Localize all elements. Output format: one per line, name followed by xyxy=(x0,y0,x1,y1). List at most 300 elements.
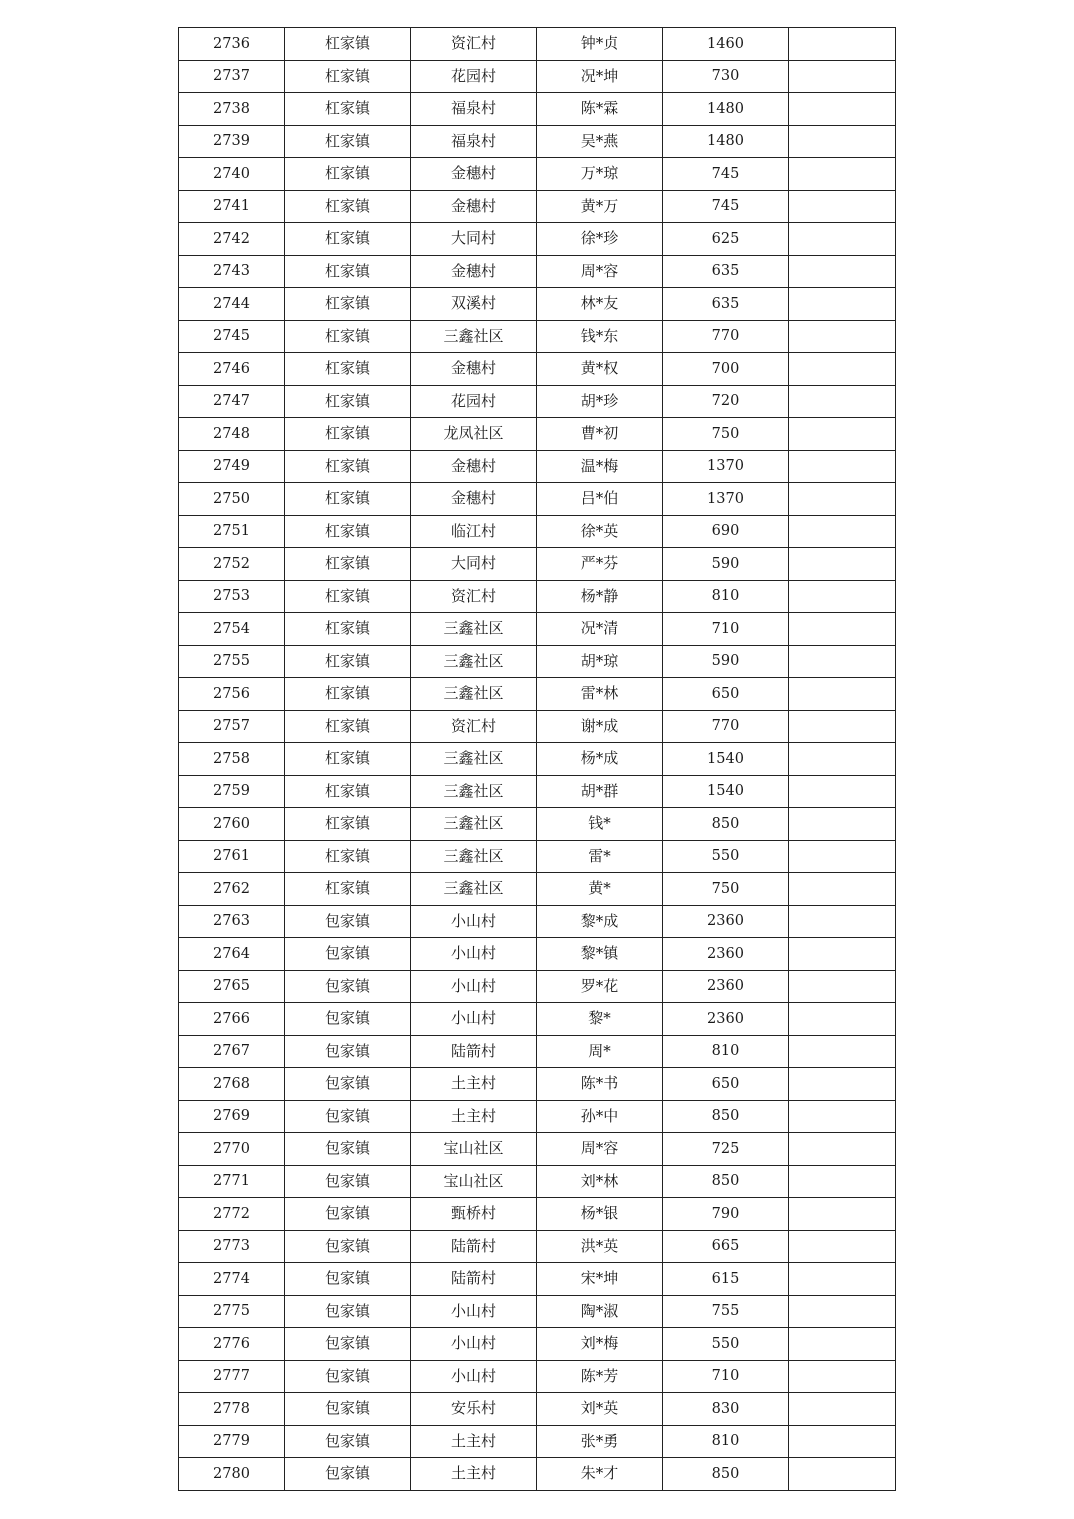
row-number-cell: 2747 xyxy=(179,385,285,418)
name-cell: 陈*霖 xyxy=(537,93,663,126)
table-row xyxy=(179,1035,896,1068)
amount-cell: 615 xyxy=(663,1263,789,1296)
note-cell xyxy=(789,418,896,451)
row-number-cell: 2757 xyxy=(179,710,285,743)
row-number-cell: 2753 xyxy=(179,580,285,613)
row-number-cell: 2760 xyxy=(179,808,285,841)
village-cell: 金穗村 xyxy=(411,190,537,223)
name-cell: 张*勇 xyxy=(537,1425,663,1458)
table-row xyxy=(179,1165,896,1198)
name-cell: 林*友 xyxy=(537,288,663,321)
village-cell: 花园村 xyxy=(411,60,537,93)
row-number-cell: 2766 xyxy=(179,1003,285,1036)
note-cell xyxy=(789,60,896,93)
row-number-cell: 2750 xyxy=(179,483,285,516)
town-cell: 包家镇 xyxy=(285,1458,411,1491)
amount-cell: 1460 xyxy=(663,28,789,61)
amount-cell: 665 xyxy=(663,1230,789,1263)
note-cell xyxy=(789,1003,896,1036)
row-number-cell: 2762 xyxy=(179,873,285,906)
village-cell: 金穗村 xyxy=(411,158,537,191)
town-cell: 包家镇 xyxy=(285,938,411,971)
note-cell xyxy=(789,125,896,158)
name-cell: 况*坤 xyxy=(537,60,663,93)
table-row xyxy=(179,320,896,353)
town-cell: 杠家镇 xyxy=(285,288,411,321)
town-cell: 杠家镇 xyxy=(285,223,411,256)
name-cell: 黎* xyxy=(537,1003,663,1036)
table-row xyxy=(179,450,896,483)
row-number-cell: 2773 xyxy=(179,1230,285,1263)
amount-cell: 730 xyxy=(663,60,789,93)
village-cell: 小山村 xyxy=(411,1360,537,1393)
amount-cell: 755 xyxy=(663,1295,789,1328)
table-row xyxy=(179,710,896,743)
note-cell xyxy=(789,93,896,126)
name-cell: 徐*英 xyxy=(537,515,663,548)
table-row xyxy=(179,1328,896,1361)
amount-cell: 690 xyxy=(663,515,789,548)
name-cell: 周*容 xyxy=(537,255,663,288)
table-row xyxy=(179,938,896,971)
table-row xyxy=(179,255,896,288)
row-number-cell: 2738 xyxy=(179,93,285,126)
town-cell: 包家镇 xyxy=(285,1003,411,1036)
amount-cell: 745 xyxy=(663,158,789,191)
note-cell xyxy=(789,580,896,613)
town-cell: 包家镇 xyxy=(285,1230,411,1263)
name-cell: 黎*成 xyxy=(537,905,663,938)
village-cell: 三鑫社区 xyxy=(411,678,537,711)
row-number-cell: 2764 xyxy=(179,938,285,971)
name-cell: 雷*林 xyxy=(537,678,663,711)
amount-cell: 550 xyxy=(663,840,789,873)
town-cell: 杠家镇 xyxy=(285,353,411,386)
town-cell: 杠家镇 xyxy=(285,873,411,906)
village-cell: 三鑫社区 xyxy=(411,613,537,646)
note-cell xyxy=(789,255,896,288)
row-number-cell: 2769 xyxy=(179,1100,285,1133)
town-cell: 包家镇 xyxy=(285,1425,411,1458)
town-cell: 杠家镇 xyxy=(285,613,411,646)
note-cell xyxy=(789,1100,896,1133)
table-row xyxy=(179,645,896,678)
town-cell: 包家镇 xyxy=(285,905,411,938)
note-cell xyxy=(789,970,896,1003)
village-cell: 临江村 xyxy=(411,515,537,548)
name-cell: 陈*芳 xyxy=(537,1360,663,1393)
name-cell: 谢*成 xyxy=(537,710,663,743)
name-cell: 陈*书 xyxy=(537,1068,663,1101)
amount-cell: 635 xyxy=(663,288,789,321)
row-number-cell: 2758 xyxy=(179,743,285,776)
name-cell: 黎*镇 xyxy=(537,938,663,971)
amount-cell: 750 xyxy=(663,418,789,451)
amount-cell: 635 xyxy=(663,255,789,288)
row-number-cell: 2772 xyxy=(179,1198,285,1231)
amount-cell: 1370 xyxy=(663,450,789,483)
note-cell xyxy=(789,1393,896,1426)
name-cell: 周*容 xyxy=(537,1133,663,1166)
name-cell: 刘*梅 xyxy=(537,1328,663,1361)
table-body xyxy=(179,28,896,1491)
amount-cell: 625 xyxy=(663,223,789,256)
row-number-cell: 2780 xyxy=(179,1458,285,1491)
amount-cell: 810 xyxy=(663,1035,789,1068)
row-number-cell: 2759 xyxy=(179,775,285,808)
row-number-cell: 2739 xyxy=(179,125,285,158)
town-cell: 包家镇 xyxy=(285,970,411,1003)
amount-cell: 650 xyxy=(663,678,789,711)
note-cell xyxy=(789,840,896,873)
table-row xyxy=(179,1425,896,1458)
name-cell: 罗*花 xyxy=(537,970,663,1003)
town-cell: 杠家镇 xyxy=(285,580,411,613)
row-number-cell: 2776 xyxy=(179,1328,285,1361)
row-number-cell: 2737 xyxy=(179,60,285,93)
row-number-cell: 2748 xyxy=(179,418,285,451)
row-number-cell: 2744 xyxy=(179,288,285,321)
row-number-cell: 2751 xyxy=(179,515,285,548)
amount-cell: 850 xyxy=(663,1165,789,1198)
name-cell: 杨*静 xyxy=(537,580,663,613)
name-cell: 刘*英 xyxy=(537,1393,663,1426)
note-cell xyxy=(789,1263,896,1296)
note-cell xyxy=(789,1035,896,1068)
town-cell: 包家镇 xyxy=(285,1328,411,1361)
note-cell xyxy=(789,28,896,61)
table-row xyxy=(179,1393,896,1426)
note-cell xyxy=(789,1328,896,1361)
amount-cell: 1540 xyxy=(663,775,789,808)
note-cell xyxy=(789,288,896,321)
table-row xyxy=(179,1295,896,1328)
amount-cell: 710 xyxy=(663,1360,789,1393)
row-number-cell: 2741 xyxy=(179,190,285,223)
amount-cell: 850 xyxy=(663,1458,789,1491)
village-cell: 三鑫社区 xyxy=(411,743,537,776)
note-cell xyxy=(789,483,896,516)
table-row xyxy=(179,873,896,906)
row-number-cell: 2771 xyxy=(179,1165,285,1198)
amount-cell: 1370 xyxy=(663,483,789,516)
town-cell: 杠家镇 xyxy=(285,93,411,126)
amount-cell: 770 xyxy=(663,710,789,743)
table-row xyxy=(179,190,896,223)
table-row xyxy=(179,905,896,938)
row-number-cell: 2775 xyxy=(179,1295,285,1328)
town-cell: 杠家镇 xyxy=(285,190,411,223)
note-cell xyxy=(789,223,896,256)
town-cell: 杠家镇 xyxy=(285,483,411,516)
amount-cell: 1540 xyxy=(663,743,789,776)
amount-cell: 2360 xyxy=(663,905,789,938)
amount-cell: 810 xyxy=(663,580,789,613)
village-cell: 金穗村 xyxy=(411,483,537,516)
town-cell: 杠家镇 xyxy=(285,320,411,353)
town-cell: 杠家镇 xyxy=(285,125,411,158)
table-row xyxy=(179,385,896,418)
amount-cell: 720 xyxy=(663,385,789,418)
name-cell: 杨*银 xyxy=(537,1198,663,1231)
row-number-cell: 2767 xyxy=(179,1035,285,1068)
name-cell: 曹*初 xyxy=(537,418,663,451)
village-cell: 陆箭村 xyxy=(411,1263,537,1296)
row-number-cell: 2777 xyxy=(179,1360,285,1393)
table-row xyxy=(179,580,896,613)
town-cell: 杠家镇 xyxy=(285,450,411,483)
village-cell: 双溪村 xyxy=(411,288,537,321)
town-cell: 杠家镇 xyxy=(285,710,411,743)
name-cell: 钱* xyxy=(537,808,663,841)
town-cell: 包家镇 xyxy=(285,1165,411,1198)
row-number-cell: 2768 xyxy=(179,1068,285,1101)
table-row xyxy=(179,1003,896,1036)
amount-cell: 590 xyxy=(663,548,789,581)
note-cell xyxy=(789,1425,896,1458)
name-cell: 万*琼 xyxy=(537,158,663,191)
note-cell xyxy=(789,1198,896,1231)
village-cell: 资汇村 xyxy=(411,580,537,613)
table-row xyxy=(179,158,896,191)
amount-cell: 750 xyxy=(663,873,789,906)
row-number-cell: 2763 xyxy=(179,905,285,938)
town-cell: 包家镇 xyxy=(285,1035,411,1068)
village-cell: 安乐村 xyxy=(411,1393,537,1426)
town-cell: 包家镇 xyxy=(285,1360,411,1393)
table-row xyxy=(179,970,896,1003)
amount-cell: 770 xyxy=(663,320,789,353)
row-number-cell: 2745 xyxy=(179,320,285,353)
note-cell xyxy=(789,938,896,971)
table-row xyxy=(179,1198,896,1231)
village-cell: 三鑫社区 xyxy=(411,775,537,808)
note-cell xyxy=(789,320,896,353)
note-cell xyxy=(789,385,896,418)
amount-cell: 590 xyxy=(663,645,789,678)
town-cell: 杠家镇 xyxy=(285,743,411,776)
note-cell xyxy=(789,1133,896,1166)
village-cell: 三鑫社区 xyxy=(411,808,537,841)
name-cell: 吴*燕 xyxy=(537,125,663,158)
amount-cell: 550 xyxy=(663,1328,789,1361)
amount-cell: 2360 xyxy=(663,970,789,1003)
note-cell xyxy=(789,743,896,776)
row-number-cell: 2765 xyxy=(179,970,285,1003)
data-table xyxy=(178,27,896,1491)
name-cell: 黄* xyxy=(537,873,663,906)
name-cell: 胡*珍 xyxy=(537,385,663,418)
note-cell xyxy=(789,1458,896,1491)
village-cell: 陆箭村 xyxy=(411,1035,537,1068)
row-number-cell: 2749 xyxy=(179,450,285,483)
table-row xyxy=(179,93,896,126)
village-cell: 三鑫社区 xyxy=(411,873,537,906)
amount-cell: 1480 xyxy=(663,125,789,158)
table-row xyxy=(179,1133,896,1166)
village-cell: 土主村 xyxy=(411,1100,537,1133)
row-number-cell: 2752 xyxy=(179,548,285,581)
row-number-cell: 2770 xyxy=(179,1133,285,1166)
town-cell: 杠家镇 xyxy=(285,418,411,451)
amount-cell: 700 xyxy=(663,353,789,386)
table-row xyxy=(179,1263,896,1296)
village-cell: 大同村 xyxy=(411,548,537,581)
village-cell: 宝山社区 xyxy=(411,1133,537,1166)
amount-cell: 790 xyxy=(663,1198,789,1231)
amount-cell: 850 xyxy=(663,1100,789,1133)
town-cell: 杠家镇 xyxy=(285,840,411,873)
name-cell: 雷* xyxy=(537,840,663,873)
village-cell: 土主村 xyxy=(411,1068,537,1101)
row-number-cell: 2746 xyxy=(179,353,285,386)
village-cell: 金穗村 xyxy=(411,450,537,483)
table-row xyxy=(179,808,896,841)
town-cell: 杠家镇 xyxy=(285,678,411,711)
name-cell: 洪*英 xyxy=(537,1230,663,1263)
note-cell xyxy=(789,645,896,678)
amount-cell: 830 xyxy=(663,1393,789,1426)
town-cell: 杠家镇 xyxy=(285,645,411,678)
table-row xyxy=(179,353,896,386)
table-row xyxy=(179,1458,896,1491)
row-number-cell: 2778 xyxy=(179,1393,285,1426)
table-row xyxy=(179,28,896,61)
row-number-cell: 2774 xyxy=(179,1263,285,1296)
town-cell: 包家镇 xyxy=(285,1263,411,1296)
name-cell: 黄*万 xyxy=(537,190,663,223)
town-cell: 杠家镇 xyxy=(285,158,411,191)
note-cell xyxy=(789,808,896,841)
note-cell xyxy=(789,190,896,223)
row-number-cell: 2743 xyxy=(179,255,285,288)
village-cell: 资汇村 xyxy=(411,28,537,61)
town-cell: 包家镇 xyxy=(285,1068,411,1101)
table-row xyxy=(179,613,896,646)
amount-cell: 725 xyxy=(663,1133,789,1166)
name-cell: 朱*才 xyxy=(537,1458,663,1491)
row-number-cell: 2740 xyxy=(179,158,285,191)
village-cell: 福泉村 xyxy=(411,93,537,126)
table-row xyxy=(179,1230,896,1263)
table-row xyxy=(179,418,896,451)
name-cell: 钱*东 xyxy=(537,320,663,353)
village-cell: 小山村 xyxy=(411,905,537,938)
village-cell: 三鑫社区 xyxy=(411,645,537,678)
name-cell: 钟*贞 xyxy=(537,28,663,61)
amount-cell: 1480 xyxy=(663,93,789,126)
name-cell: 孙*中 xyxy=(537,1100,663,1133)
note-cell xyxy=(789,1230,896,1263)
note-cell xyxy=(789,873,896,906)
note-cell xyxy=(789,1165,896,1198)
village-cell: 资汇村 xyxy=(411,710,537,743)
village-cell: 陆箭村 xyxy=(411,1230,537,1263)
name-cell: 刘*林 xyxy=(537,1165,663,1198)
town-cell: 杠家镇 xyxy=(285,28,411,61)
town-cell: 杠家镇 xyxy=(285,385,411,418)
town-cell: 包家镇 xyxy=(285,1295,411,1328)
village-cell: 三鑫社区 xyxy=(411,840,537,873)
name-cell: 黄*权 xyxy=(537,353,663,386)
town-cell: 杠家镇 xyxy=(285,515,411,548)
amount-cell: 2360 xyxy=(663,1003,789,1036)
table-row xyxy=(179,678,896,711)
table-row xyxy=(179,60,896,93)
note-cell xyxy=(789,1360,896,1393)
village-cell: 龙凤社区 xyxy=(411,418,537,451)
note-cell xyxy=(789,678,896,711)
table-row xyxy=(179,548,896,581)
village-cell: 宝山社区 xyxy=(411,1165,537,1198)
town-cell: 杠家镇 xyxy=(285,60,411,93)
village-cell: 花园村 xyxy=(411,385,537,418)
note-cell xyxy=(789,1068,896,1101)
row-number-cell: 2742 xyxy=(179,223,285,256)
table-row xyxy=(179,1100,896,1133)
table-row xyxy=(179,743,896,776)
name-cell: 严*芬 xyxy=(537,548,663,581)
name-cell: 杨*成 xyxy=(537,743,663,776)
name-cell: 周* xyxy=(537,1035,663,1068)
row-number-cell: 2736 xyxy=(179,28,285,61)
village-cell: 金穗村 xyxy=(411,255,537,288)
amount-cell: 710 xyxy=(663,613,789,646)
table-row xyxy=(179,1360,896,1393)
village-cell: 小山村 xyxy=(411,1003,537,1036)
amount-cell: 2360 xyxy=(663,938,789,971)
name-cell: 温*梅 xyxy=(537,450,663,483)
name-cell: 况*清 xyxy=(537,613,663,646)
village-cell: 土主村 xyxy=(411,1425,537,1458)
town-cell: 包家镇 xyxy=(285,1100,411,1133)
table-row xyxy=(179,223,896,256)
table-row xyxy=(179,125,896,158)
row-number-cell: 2755 xyxy=(179,645,285,678)
village-cell: 金穗村 xyxy=(411,353,537,386)
town-cell: 杠家镇 xyxy=(285,808,411,841)
town-cell: 包家镇 xyxy=(285,1393,411,1426)
name-cell: 宋*坤 xyxy=(537,1263,663,1296)
note-cell xyxy=(789,710,896,743)
note-cell xyxy=(789,450,896,483)
table-row xyxy=(179,775,896,808)
name-cell: 徐*珍 xyxy=(537,223,663,256)
village-cell: 小山村 xyxy=(411,970,537,1003)
name-cell: 胡*琼 xyxy=(537,645,663,678)
row-number-cell: 2761 xyxy=(179,840,285,873)
note-cell xyxy=(789,548,896,581)
table-row xyxy=(179,515,896,548)
table-row xyxy=(179,288,896,321)
note-cell xyxy=(789,353,896,386)
village-cell: 甄桥村 xyxy=(411,1198,537,1231)
note-cell xyxy=(789,158,896,191)
note-cell xyxy=(789,613,896,646)
village-cell: 福泉村 xyxy=(411,125,537,158)
village-cell: 三鑫社区 xyxy=(411,320,537,353)
village-cell: 土主村 xyxy=(411,1458,537,1491)
table-row xyxy=(179,840,896,873)
row-number-cell: 2754 xyxy=(179,613,285,646)
name-cell: 胡*群 xyxy=(537,775,663,808)
village-cell: 大同村 xyxy=(411,223,537,256)
row-number-cell: 2779 xyxy=(179,1425,285,1458)
village-cell: 小山村 xyxy=(411,1328,537,1361)
amount-cell: 850 xyxy=(663,808,789,841)
town-cell: 杠家镇 xyxy=(285,775,411,808)
note-cell xyxy=(789,1295,896,1328)
